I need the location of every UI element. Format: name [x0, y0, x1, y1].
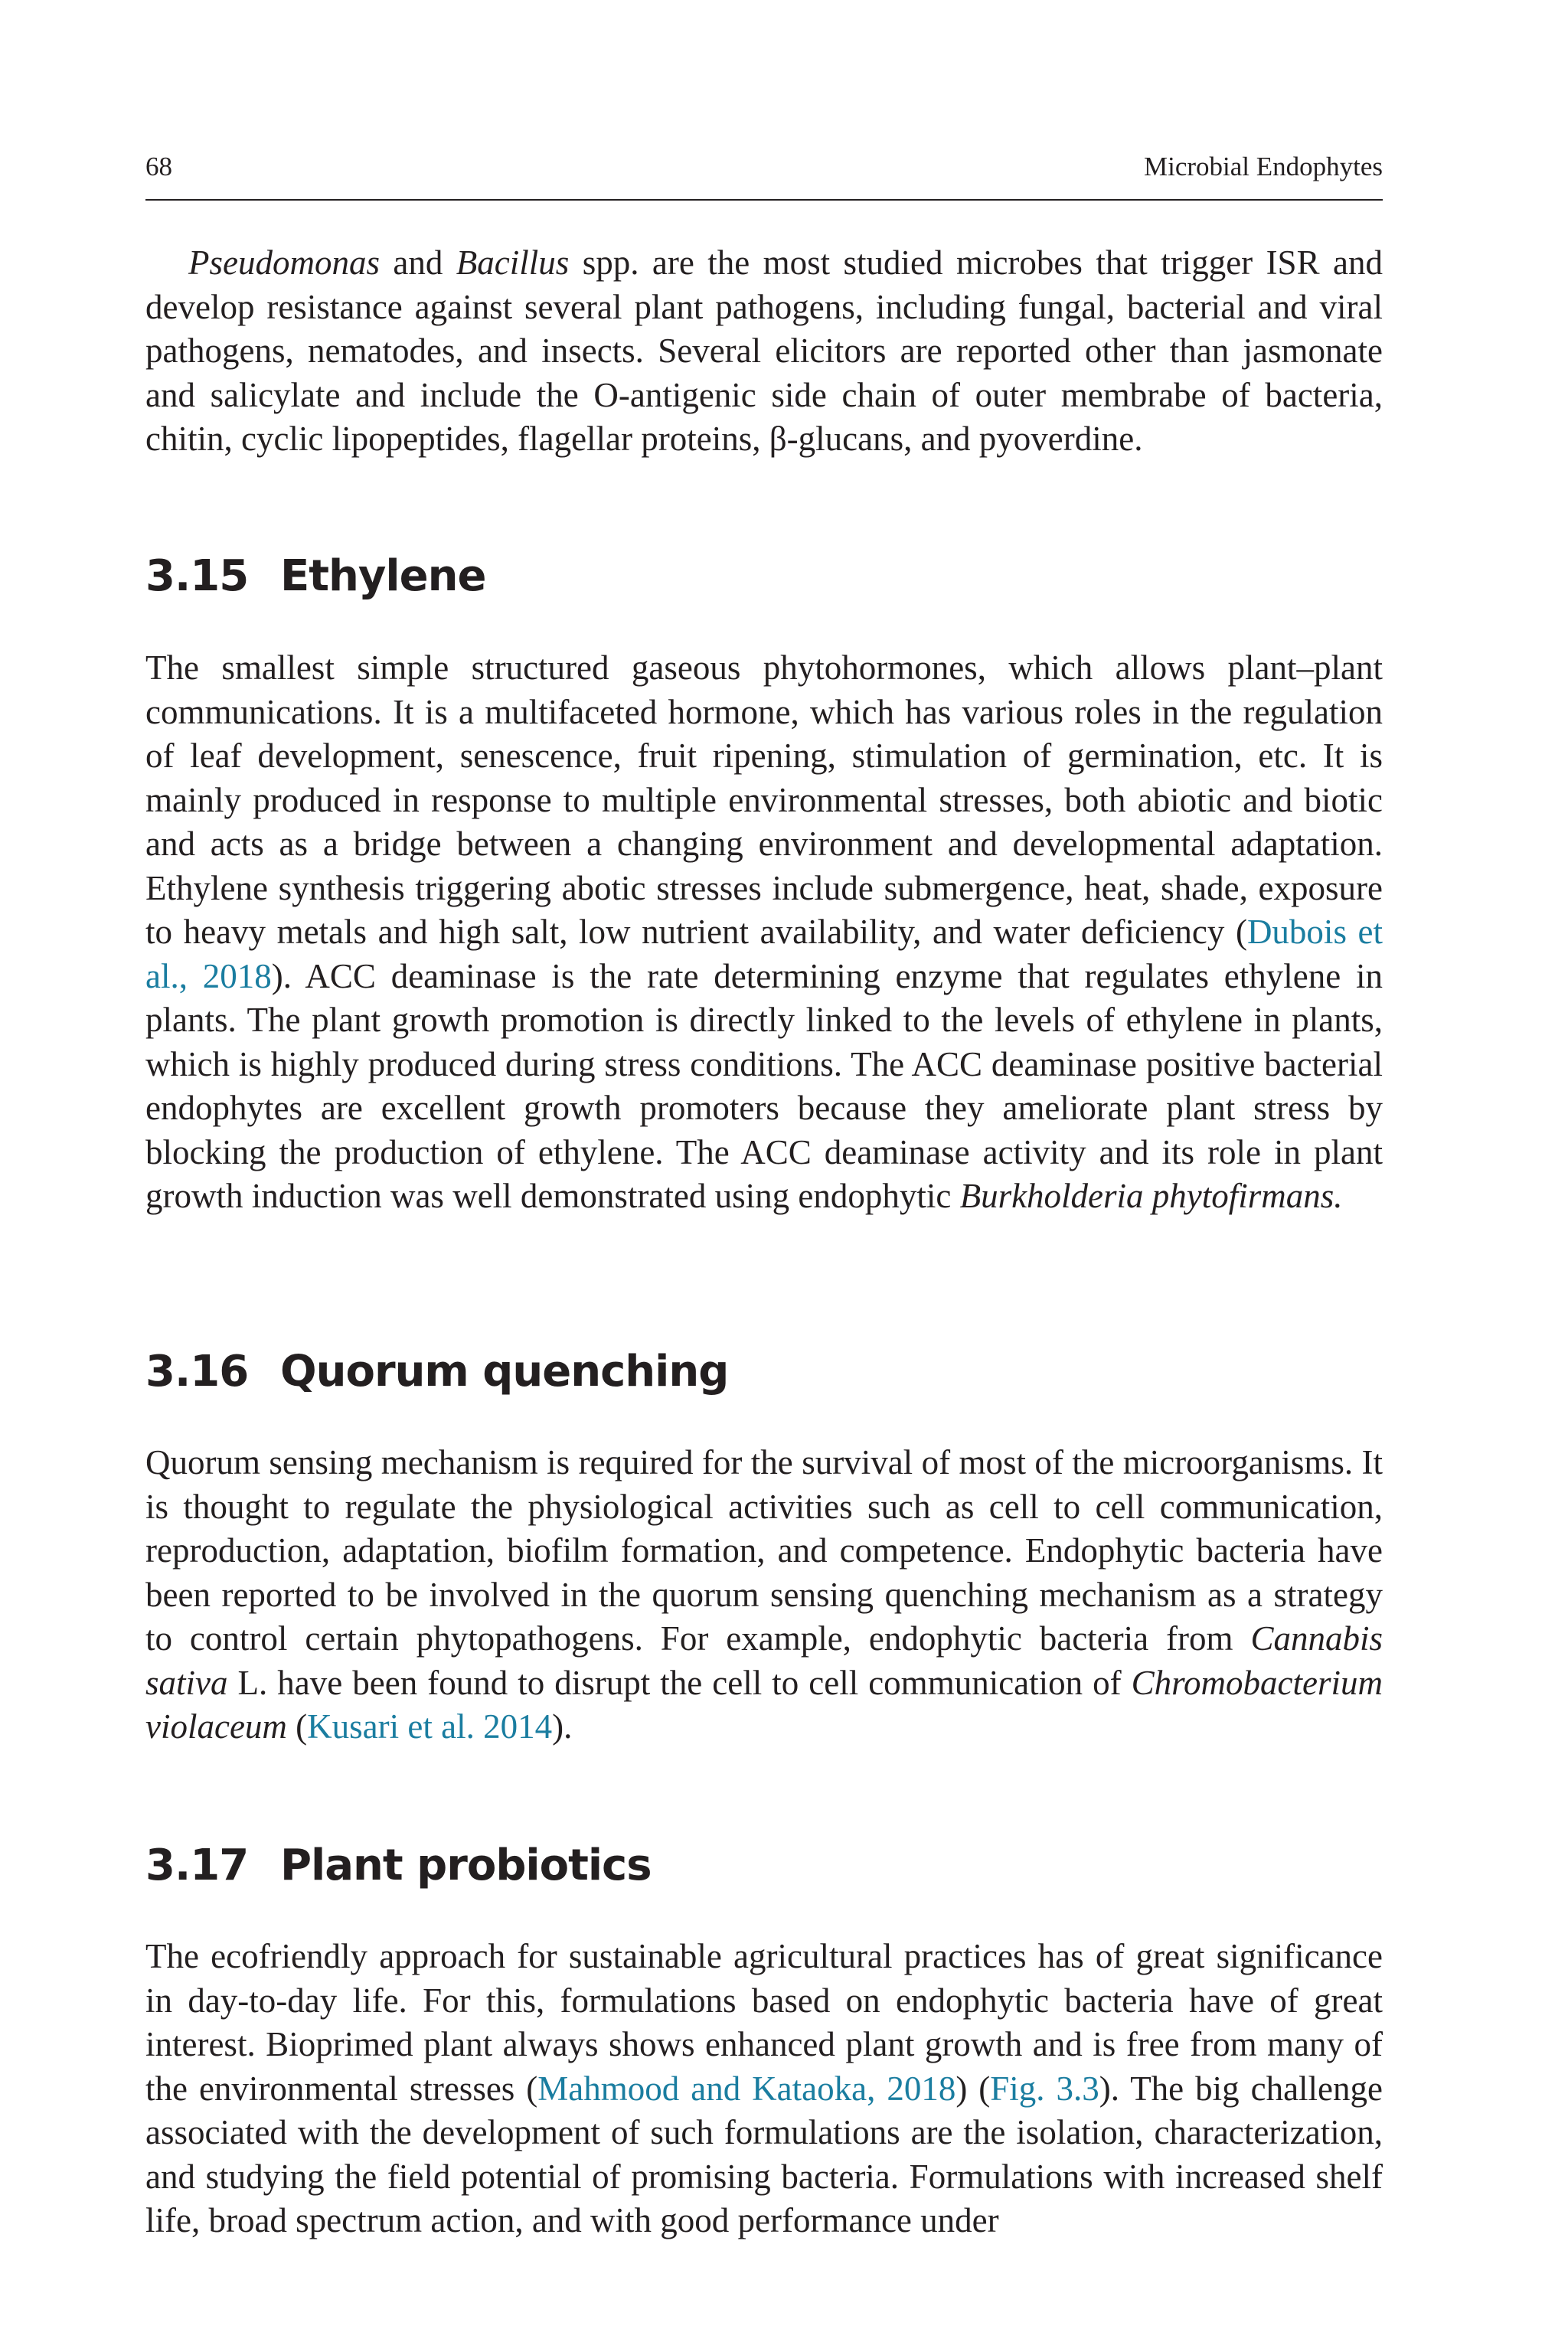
- genus-pseudomonas: Pseudomonas: [188, 243, 380, 282]
- species-chromobacterium: Chromobacterium violaceum: [145, 1663, 1383, 1746]
- quorum-paragraph: [145, 1441, 1383, 1749]
- section-title: Ethylene: [280, 551, 486, 601]
- section-heading-ethylene: [145, 550, 485, 603]
- section-heading-plant-probiotics: [145, 1839, 652, 1893]
- paragraph-text: ).: [552, 1707, 573, 1746]
- species-burkholderia: Burkholderia phytofirmans.: [959, 1177, 1343, 1215]
- paragraph-text: L. have been found to disrupt the cell to cell communication of: [227, 1663, 1132, 1702]
- running-head: [145, 150, 1383, 201]
- page-number: 68: [145, 152, 172, 181]
- figure-reference-3-3[interactable]: Fig. 3.3: [990, 2069, 1099, 2108]
- probiotics-paragraph: [145, 1935, 1383, 2243]
- genus-bacillus: Bacillus: [456, 243, 570, 282]
- section-number: 3.17: [145, 1841, 249, 1890]
- ethylene-paragraph: [145, 646, 1383, 1219]
- citation-dubois-2018[interactable]: Dubois et al., 2018: [145, 913, 1383, 995]
- citation-mahmood-2018[interactable]: Mahmood and Kataoka, 2018: [537, 2069, 956, 2108]
- paragraph-text: ) (: [956, 2069, 991, 2108]
- paragraph-text: (: [286, 1707, 308, 1746]
- section-number: 3.16: [145, 1347, 249, 1396]
- paragraph-text: ). ACC deaminase is the rate determining enzyme that regulates ethylene in plants. The plant growth promotion is directly linked to the levels of ethylene in plants, which is highly produced during stress conditions. The ACC deaminase positive bacterial endophytes are excellent growth promoters because they ameliorate plant stress by blocking the production of ethylene. The ACC deaminase activity and its role in plant growth induction was well demonstrated using endophytic: [145, 956, 1383, 1215]
- section-heading-quorum-quenching: [145, 1345, 728, 1399]
- page: [145, 0, 1383, 2352]
- paragraph-text: The smallest simple structured gaseous phytohormones, which allows plant–plant communications. It is a multifaceted hormone, which has various roles in the regulation of leaf development, senescence, fruit ripening, stimulation of germination, etc. It is mainly produced in response to multiple environmental stresses, both abiotic and biotic and acts as a bridge between a changing environment and developmental adaptation. Ethylene synthesis triggering abotic stresses include submergence, heat, shade, exposure to heavy metals and high salt, low nutrient availability, and water deficiency (: [145, 648, 1383, 951]
- citation-kusari-2014[interactable]: Kusari et al. 2014: [307, 1707, 553, 1746]
- paragraph-text: The ecofriendly approach for sustainable agricultural practices has of great significance in day-to-day life. For this, formulations based on endophytic bacteria have of great interest. Bioprimed plant always shows enhanced plant growth and is free from many of the environmental stresses (: [145, 1937, 1383, 2108]
- section-number: 3.15: [145, 551, 249, 601]
- paragraph-text: ). The big challenge associated with the development of such formulations are the isolation, characterization, and studying the field potential of promising bacteria. Formulations with increased shelf life, broad spectrum action, and with good performance under: [145, 2069, 1383, 2239]
- intro-text-1: and: [379, 243, 456, 282]
- book-title: Microbial Endophytes: [1143, 152, 1383, 181]
- section-title: Quorum quenching: [280, 1347, 729, 1396]
- section-title: Plant probiotics: [280, 1841, 652, 1890]
- species-cannabis: Cannabis sativa: [145, 1619, 1383, 1702]
- paragraph-text: Quorum sensing mechanism is required for the survival of most of the microorganisms. It is thought to regulate the physiological activities such as cell to cell communication, reproduction, adaptation, biofilm formation, and competence. Endophytic bacteria have been reported to be involved in the quorum sensing quenching mechanism as a strategy to control certain phytopathogens. For example, endophytic bacteria from: [145, 1443, 1383, 1658]
- intro-text-2: spp. are the most studied microbes that trigger ISR and develop resistance against several plant pathogens, including fungal, bacterial and viral pathogens, nematodes, and insects. Several elicitors are reported other than jasmonate and salicylate and include the O-antigenic side chain of outer membrabe of bacteria, chitin, cyclic lipopeptides, flagellar proteins, β-glucans, and pyoverdine.: [145, 243, 1383, 458]
- intro-paragraph: [145, 241, 1383, 462]
